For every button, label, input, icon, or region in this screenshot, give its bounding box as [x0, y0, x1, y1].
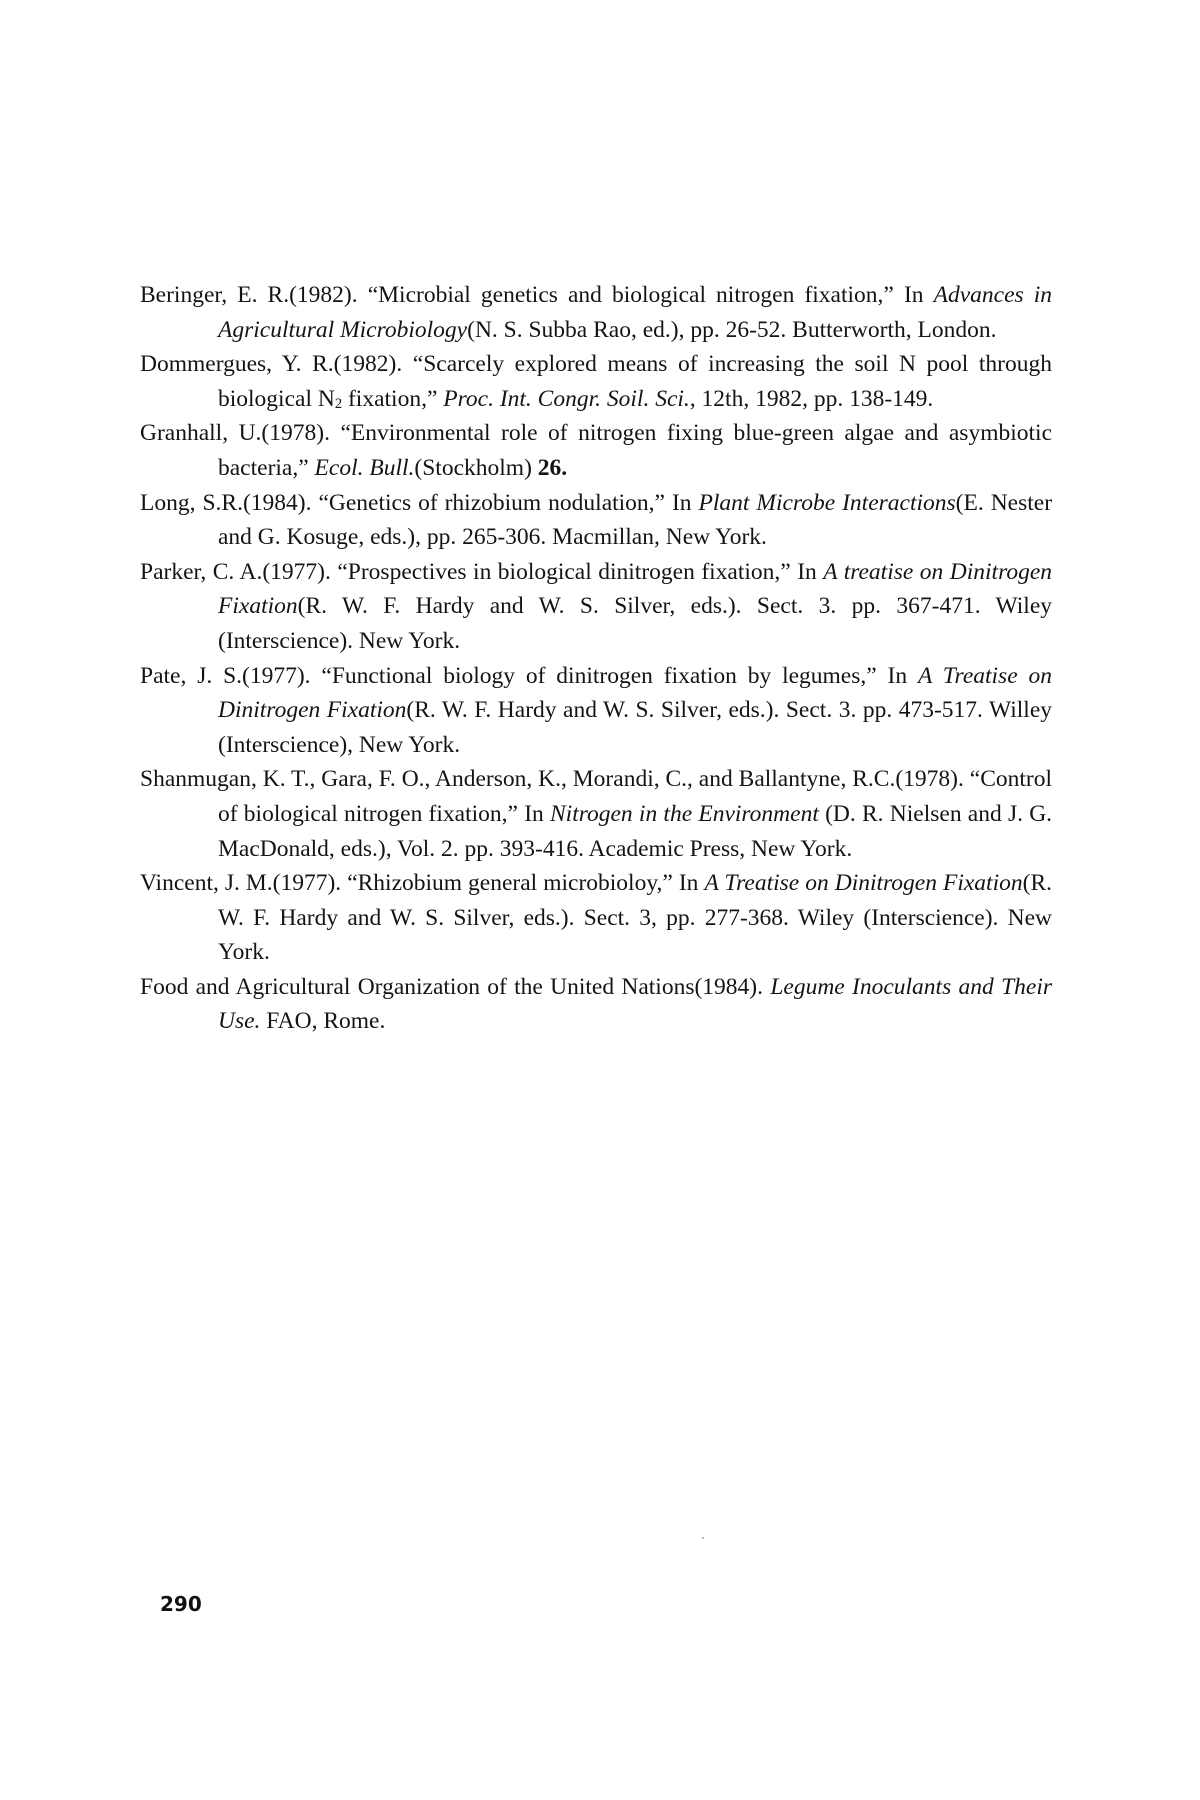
reference-entry-dommergues — [140, 347, 1052, 416]
reference-entry-long — [140, 486, 1052, 555]
ref-year: (1984). — [242, 489, 312, 516]
ref-author: Food and Agricultural Organization of the United Nations — [140, 973, 695, 1000]
ref-title-end: fixation,” — [342, 385, 438, 412]
ref-author: Shanmugan, K. T., Gara, F. O., Anderson, K., Morandi, C., and Ballantyne, R.C. — [140, 766, 896, 793]
reference-entry-fao — [140, 970, 1052, 1039]
ref-year: (1978). — [261, 420, 330, 447]
ref-details: (R. W. F. Hardy and W. S. Silver, eds.). Sect. 3, pp. 277-368. Wiley (Interscience). New York. — [218, 870, 1052, 966]
ref-in: In — [678, 870, 699, 897]
ref-details: (Stockholm) — [414, 454, 532, 481]
ref-source: Ecol. Bull. — [314, 454, 415, 481]
ref-title: “Functional biology of dinitrogen fixation by legumes,” — [321, 662, 877, 689]
ref-year: (1984). — [694, 973, 764, 1000]
ref-details: (R. W. F. Hardy and W. S. Silver, eds.). Sect. 3. pp. 367-471. Wiley (Interscience). New York. — [218, 593, 1052, 654]
ref-title: “Prospectives in biological dinitrogen fixation,” — [337, 558, 791, 585]
ref-in: In — [887, 662, 908, 689]
ref-source: A treatise on Dinitrogen Fixation — [218, 558, 1053, 620]
ref-author: Long, S.R. — [140, 489, 243, 516]
ref-in: In — [903, 282, 924, 308]
ref-author: Parker, C. A. — [140, 558, 263, 585]
ref-title: “Genetics of rhizobium nodulation,” — [318, 489, 665, 516]
page-number: 290 — [160, 1592, 202, 1616]
reference-entry-beringer — [140, 278, 1052, 347]
ref-title: “Microbial genetics and biological nitrogen fixation,” — [367, 282, 894, 308]
ref-details: FAO, Rome. — [266, 1008, 386, 1035]
reference-entry-vincent — [140, 866, 1052, 970]
ref-title: “Rhizobium general microbioloy,” — [347, 870, 673, 897]
ref-year: (1977). — [272, 870, 342, 897]
ref-year: (1978). — [895, 766, 964, 793]
ref-details: (E. Nester and G. Kosuge, eds.), pp. 265-306. Macmillan, New York. — [218, 489, 1053, 551]
ref-in: In — [524, 800, 544, 827]
reference-entry-shanmugan — [140, 762, 1052, 866]
ref-title: “Environmental role of nitrogen fixing blue-green algae and asymbiotic bacteria,” — [218, 420, 1053, 481]
ref-in: In — [797, 558, 817, 585]
ref-volume: 26. — [537, 454, 568, 481]
ref-author: Beringer, E. R. — [140, 282, 290, 308]
ref-author: Granhall, U. — [140, 420, 262, 447]
ref-title: “Control of biological nitrogen fixation,” — [218, 766, 1053, 827]
ref-source: Nitrogen in the Environment — [550, 800, 819, 827]
ref-author: Dommergues, Y. R. — [140, 351, 334, 378]
ref-title: “Scarcely explored means of increasing the soil N pool through biological N — [218, 351, 1052, 412]
ref-year: (1977). — [262, 558, 331, 585]
ref-source: Advances in Agricultural Microbiology — [218, 282, 1053, 343]
reference-entry-pate — [140, 659, 1052, 763]
reference-entry-parker — [140, 555, 1052, 659]
ref-source: A Treatise on Dinitrogen Fixation — [704, 870, 1023, 897]
reference-entry-granhall — [140, 416, 1052, 485]
ref-details: (R. W. F. Hardy and W. S. Silver, eds.). Sect. 3. pp. 473-517. Willey (Interscience), New York. — [218, 697, 1052, 758]
ref-source: Proc. Int. Congr. Soil. Sci., — [443, 385, 696, 412]
reference-list — [140, 278, 1052, 1039]
ref-title-subscript: 2 — [334, 395, 343, 412]
ref-details: 12th, 1982, pp. 138-149. — [701, 385, 934, 412]
scan-speck — [702, 1537, 704, 1539]
ref-year: (1982). — [333, 351, 403, 378]
ref-source: Plant Microbe Interactions — [698, 489, 956, 516]
ref-author: Vincent, J. M. — [140, 870, 273, 897]
ref-details: (N. S. Subba Rao, ed.), pp. 26-52. Butterworth, London. — [467, 316, 997, 343]
ref-source: A Treatise on Dinitrogen Fixation — [218, 662, 1052, 724]
ref-year: (1982). — [289, 282, 358, 308]
ref-details: (D. R. Nielsen and J. G. MacDonald, eds.), Vol. 2. pp. 393-416. Academic Press, New York. — [218, 800, 1053, 862]
ref-year: (1977). — [242, 662, 311, 689]
ref-in: In — [671, 489, 692, 516]
ref-source: Legume Inoculants and Their Use. — [218, 973, 1052, 1035]
ref-author: Pate, J. S. — [140, 662, 243, 689]
